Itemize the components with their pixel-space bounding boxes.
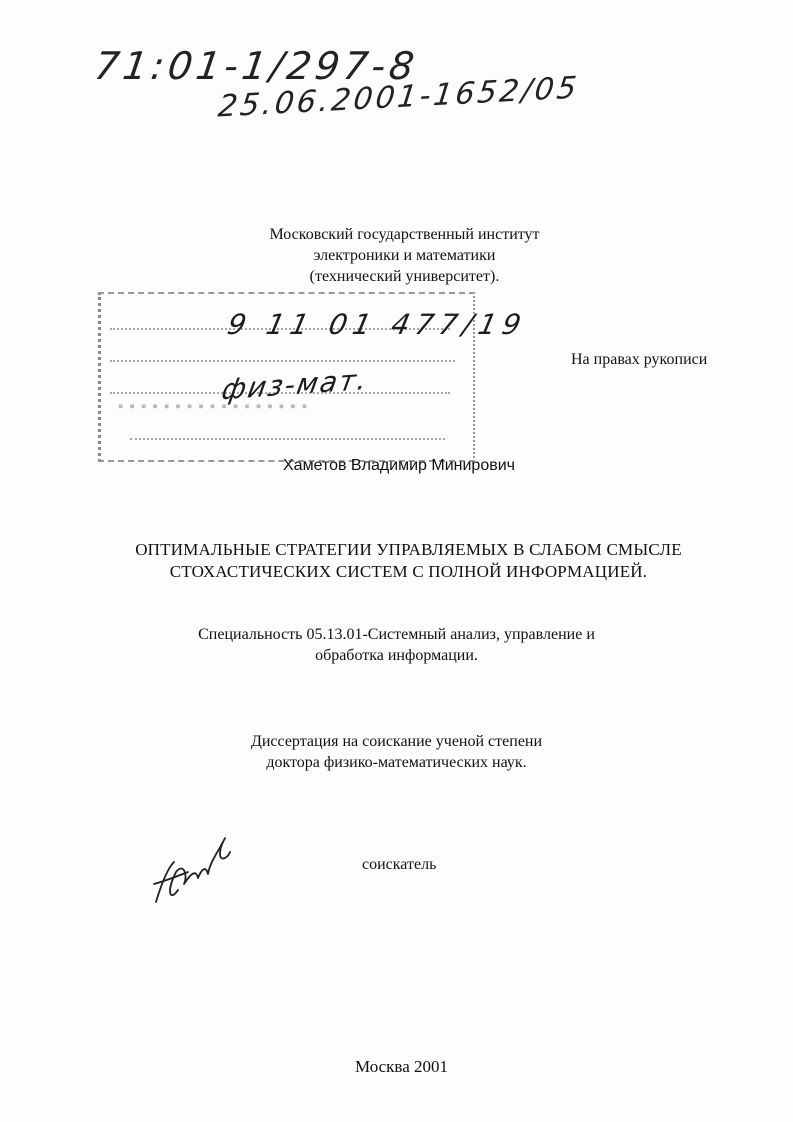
speciality — [0, 624, 793, 666]
institute-name — [8, 224, 793, 287]
institute-line-2: электроники и математики — [313, 247, 496, 264]
stamp-handwritten-department: физ-мат. — [219, 362, 372, 407]
stamp-rule — [110, 360, 455, 362]
speciality-line-1: Специальность 05.13.01-Системный анализ, управление и — [198, 626, 595, 643]
handwritten-registration-date: 25.06.2001-1652/05 — [216, 70, 582, 125]
manuscript-rights-note: На правах рукописи — [571, 351, 708, 368]
stamp-faint-text: ▪ ▪ ▪ ▪ ▪ ▪ ▪ ▪ ▪ ▪ ▪ ▪ ▪ ▪ ▪ ▪ ▪ — [118, 398, 309, 415]
city-and-year: Москва 2001 — [355, 1057, 449, 1076]
stamp-rule — [130, 438, 445, 440]
stamp-handwritten-date: 9 11 01 477/19 — [224, 308, 530, 341]
institute-line-1: Московский государственный институт — [269, 226, 540, 243]
degree-statement — [0, 731, 793, 773]
author-name: Хаметов Владимир Минирович — [283, 457, 515, 474]
handwritten-catalog-number: 71:01-1/297-8 — [91, 44, 421, 88]
degree-line-1: Диссертация на соискание ученой степени — [250, 733, 543, 750]
handwritten-signature — [148, 832, 238, 912]
dissertation-title — [12, 539, 793, 583]
title-line-1: ОПТИМАЛЬНЫЕ СТРАТЕГИИ УПРАВЛЯЕМЫХ В СЛАБОМ СМЫСЛЕ — [135, 540, 682, 559]
degree-line-2: доктора физико-математических наук. — [266, 754, 527, 771]
title-line-2: СТОХАСТИЧЕСКИХ СИСТЕМ С ПОЛНОЙ ИНФОРМАЦИЕЙ. — [169, 562, 648, 581]
institute-line-3: (технический университет). — [309, 268, 500, 285]
applicant-label: соискатель — [362, 856, 437, 873]
speciality-line-2: обработка информации. — [315, 647, 478, 664]
